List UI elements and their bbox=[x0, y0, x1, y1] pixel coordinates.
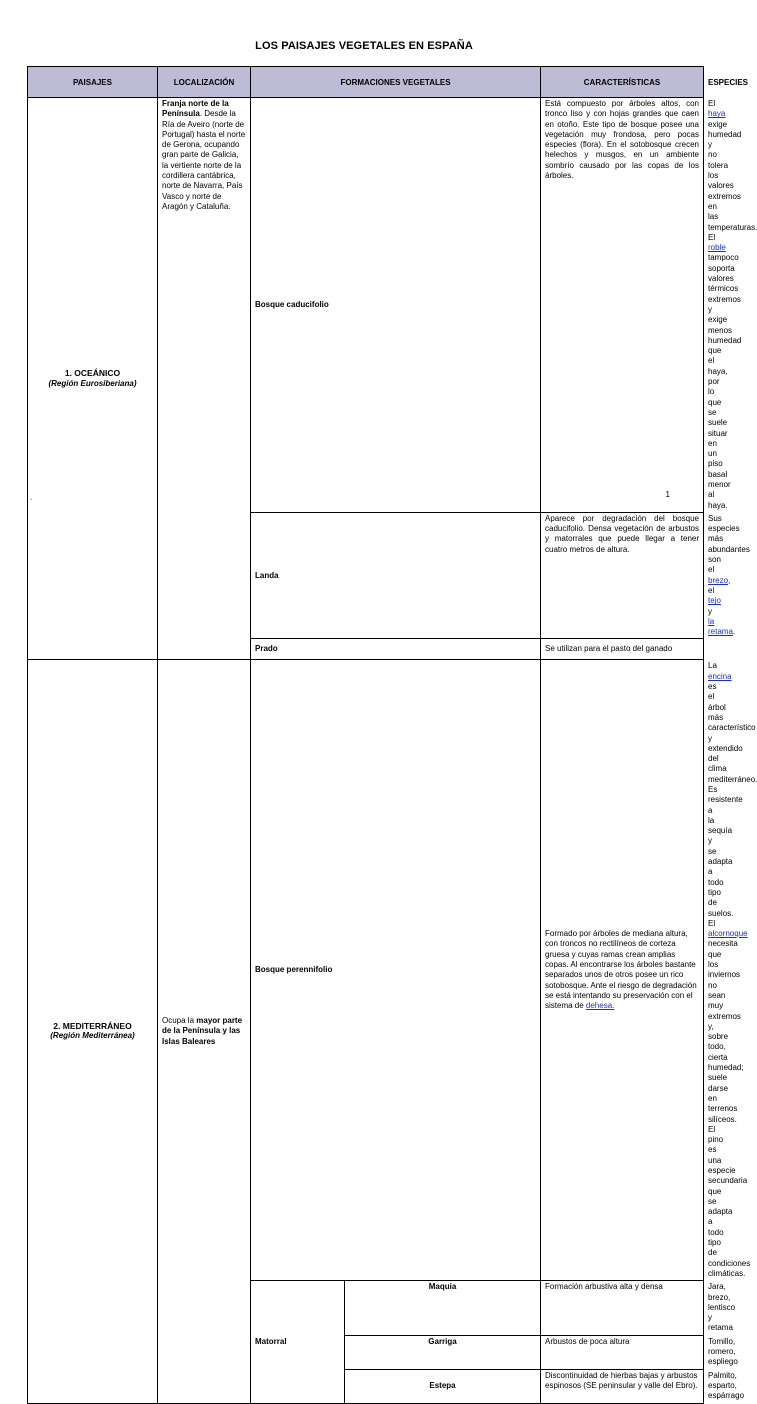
location-highlight: mayor parte de la Península y las Islas Baleares bbox=[162, 1016, 243, 1046]
table-row: Garriga Arbustos de poca altura Tomillo, romero, espliego bbox=[28, 1335, 704, 1369]
location-highlight: Franja norte de la Península bbox=[162, 99, 229, 119]
characteristics-text: Formado por árboles de mediana altura, con troncos no rectilíneos de corteza gruesa y cuyas ramas crean amplias copas. Al encontrarse los árboles bastante separados unos de otros posee un rico sotobosque. Ante el riesgo de degradación se está intentando su preservación con el sistema de bbox=[545, 929, 697, 1011]
page-title: LOS PAISAJES VEGETALES EN ESPAÑA bbox=[255, 40, 473, 52]
link-alcornoque[interactable]: alcornoque bbox=[708, 929, 748, 939]
subformation-garriga: Garriga bbox=[345, 1335, 541, 1369]
landscape-name: 1. OCEÁNICO bbox=[64, 368, 121, 379]
subformation-estepa: Estepa bbox=[345, 1369, 541, 1403]
header-paisajes: PAISAJES bbox=[28, 67, 158, 98]
landscape-name: 2. MEDITERRÁNEO bbox=[53, 1021, 132, 1032]
species-text: La bbox=[708, 661, 717, 671]
species-text: exige humedad y no tolera los valores extremos en las temperaturas. bbox=[708, 119, 757, 232]
landscape-oceanico bbox=[28, 98, 158, 660]
table-row: Matorral Maquia Formación arbustiva alta y densa Jara, brezo, lentisco y retama bbox=[28, 1281, 704, 1335]
header-localizacion: LOCALIZACIÓN bbox=[158, 67, 251, 98]
link-tejo[interactable]: tejo bbox=[708, 596, 721, 606]
species-text: . bbox=[732, 627, 736, 637]
species-text: , el bbox=[708, 575, 731, 595]
link-encina[interactable]: encina bbox=[708, 671, 732, 681]
characteristics-cell: Formación arbustiva alta y densa bbox=[541, 1281, 704, 1335]
characteristics-cell: Aparece por degradación del bosque caducifolio. Densa vegetación de arbustos y matorrales que puede llegar a tener cuatro metros de altura. bbox=[541, 512, 704, 639]
location-text: . Desde la Ría de Aveiro (norte de Portugal) hasta el norte de Gerona, ocupando gran parte de Galicia, la vertiente norte de la cordillera cantábrica, norte de Navarra, País Vasco y norte de Aragón y Cataluña. bbox=[162, 109, 246, 211]
table-row bbox=[28, 660, 704, 1281]
link-haya[interactable]: haya bbox=[708, 109, 726, 119]
species-text: El bbox=[708, 99, 716, 108]
characteristics-cell: Discontinuidad de hierbas bajas y arbustos espinosos (SE peninsular y valle del Ebro). bbox=[541, 1369, 704, 1403]
header-caracteristicas: CARACTERÍSTICAS bbox=[541, 67, 704, 98]
species-text: El pino es una especie secundaria que se adapta a todo tipo de condiciones climáticas. bbox=[708, 1124, 751, 1278]
characteristics-cell: Está compuesto por árboles altos, con tronco liso y con hojas grandes que caen en otoño. Este tipo de bosque posee una vegetación muy frondosa, pero pocas especies (flora). En el sotobosque crecen helechos y musgos, en un ambiente sombrío causado por las copas de los árboles. bbox=[541, 98, 704, 513]
species-text: tampoco soporta valores térmicos extremos y exige menos humedad que el haya, por lo que se suele situar en un piso basal menor al haya. bbox=[708, 253, 742, 510]
header-row: PAISAJES LOCALIZACIÓN FORMACIONES VEGETALES CARACTERÍSTICAS ESPECIES bbox=[28, 67, 704, 98]
vegetation-table bbox=[27, 66, 757, 1404]
species-text: El bbox=[708, 918, 716, 928]
link-dehesa[interactable]: dehesa. bbox=[585, 1001, 615, 1011]
link-roble[interactable]: roble bbox=[708, 243, 726, 253]
characteristics-cell: Arbustos de poca altura bbox=[541, 1335, 704, 1369]
table-row: Estepa Discontinuidad de hierbas bajas y arbustos espinosos (SE peninsular y valle del Ebro). Palmito, esparto, espárrago bbox=[28, 1369, 704, 1403]
link-brezo[interactable]: brezo bbox=[708, 575, 729, 585]
species-text: necesita que los inviernos no sean muy extremos y, sobre todo, cierta humedad; suele darse en terrenos silíceos. bbox=[708, 939, 744, 1124]
header-formaciones: FORMACIONES VEGETALES bbox=[251, 67, 541, 98]
species-text: Sus especies más abundantes son el bbox=[708, 513, 750, 575]
link-retama[interactable]: la retama bbox=[708, 616, 733, 637]
location-mediterraneo bbox=[158, 660, 251, 1403]
characteristics-cell bbox=[541, 660, 704, 1281]
footer-mark: . bbox=[30, 493, 33, 502]
species-text: y bbox=[708, 606, 712, 616]
landscape-region: (Región Mediterránea) bbox=[50, 1031, 135, 1041]
formation-bosque-perennifolio: Bosque perennifolio bbox=[251, 660, 541, 1281]
formation-bosque-caducifolio: Bosque caducifolio bbox=[251, 98, 541, 513]
landscape-mediterraneo bbox=[28, 660, 158, 1403]
subformation-maquia: Maquia bbox=[345, 1281, 541, 1335]
location-oceanico bbox=[158, 98, 251, 660]
formation-matorral: Matorral bbox=[251, 1281, 345, 1403]
formation-prado: Prado bbox=[251, 639, 541, 660]
species-text: es el árbol más característico y extendido del clima mediterráneo. Es resistente a la sequía y se adapta a todo tipo de suelos. bbox=[708, 682, 757, 918]
table-row bbox=[28, 98, 704, 513]
formation-landa: Landa bbox=[251, 512, 541, 639]
page-number: 1 bbox=[665, 490, 670, 499]
species-text: El bbox=[708, 232, 716, 242]
characteristics-cell: Se utilizan para el pasto del ganado bbox=[541, 639, 704, 660]
landscape-region: (Región Eurosiberiana) bbox=[48, 378, 137, 388]
location-text: Ocupa la bbox=[162, 1016, 197, 1026]
